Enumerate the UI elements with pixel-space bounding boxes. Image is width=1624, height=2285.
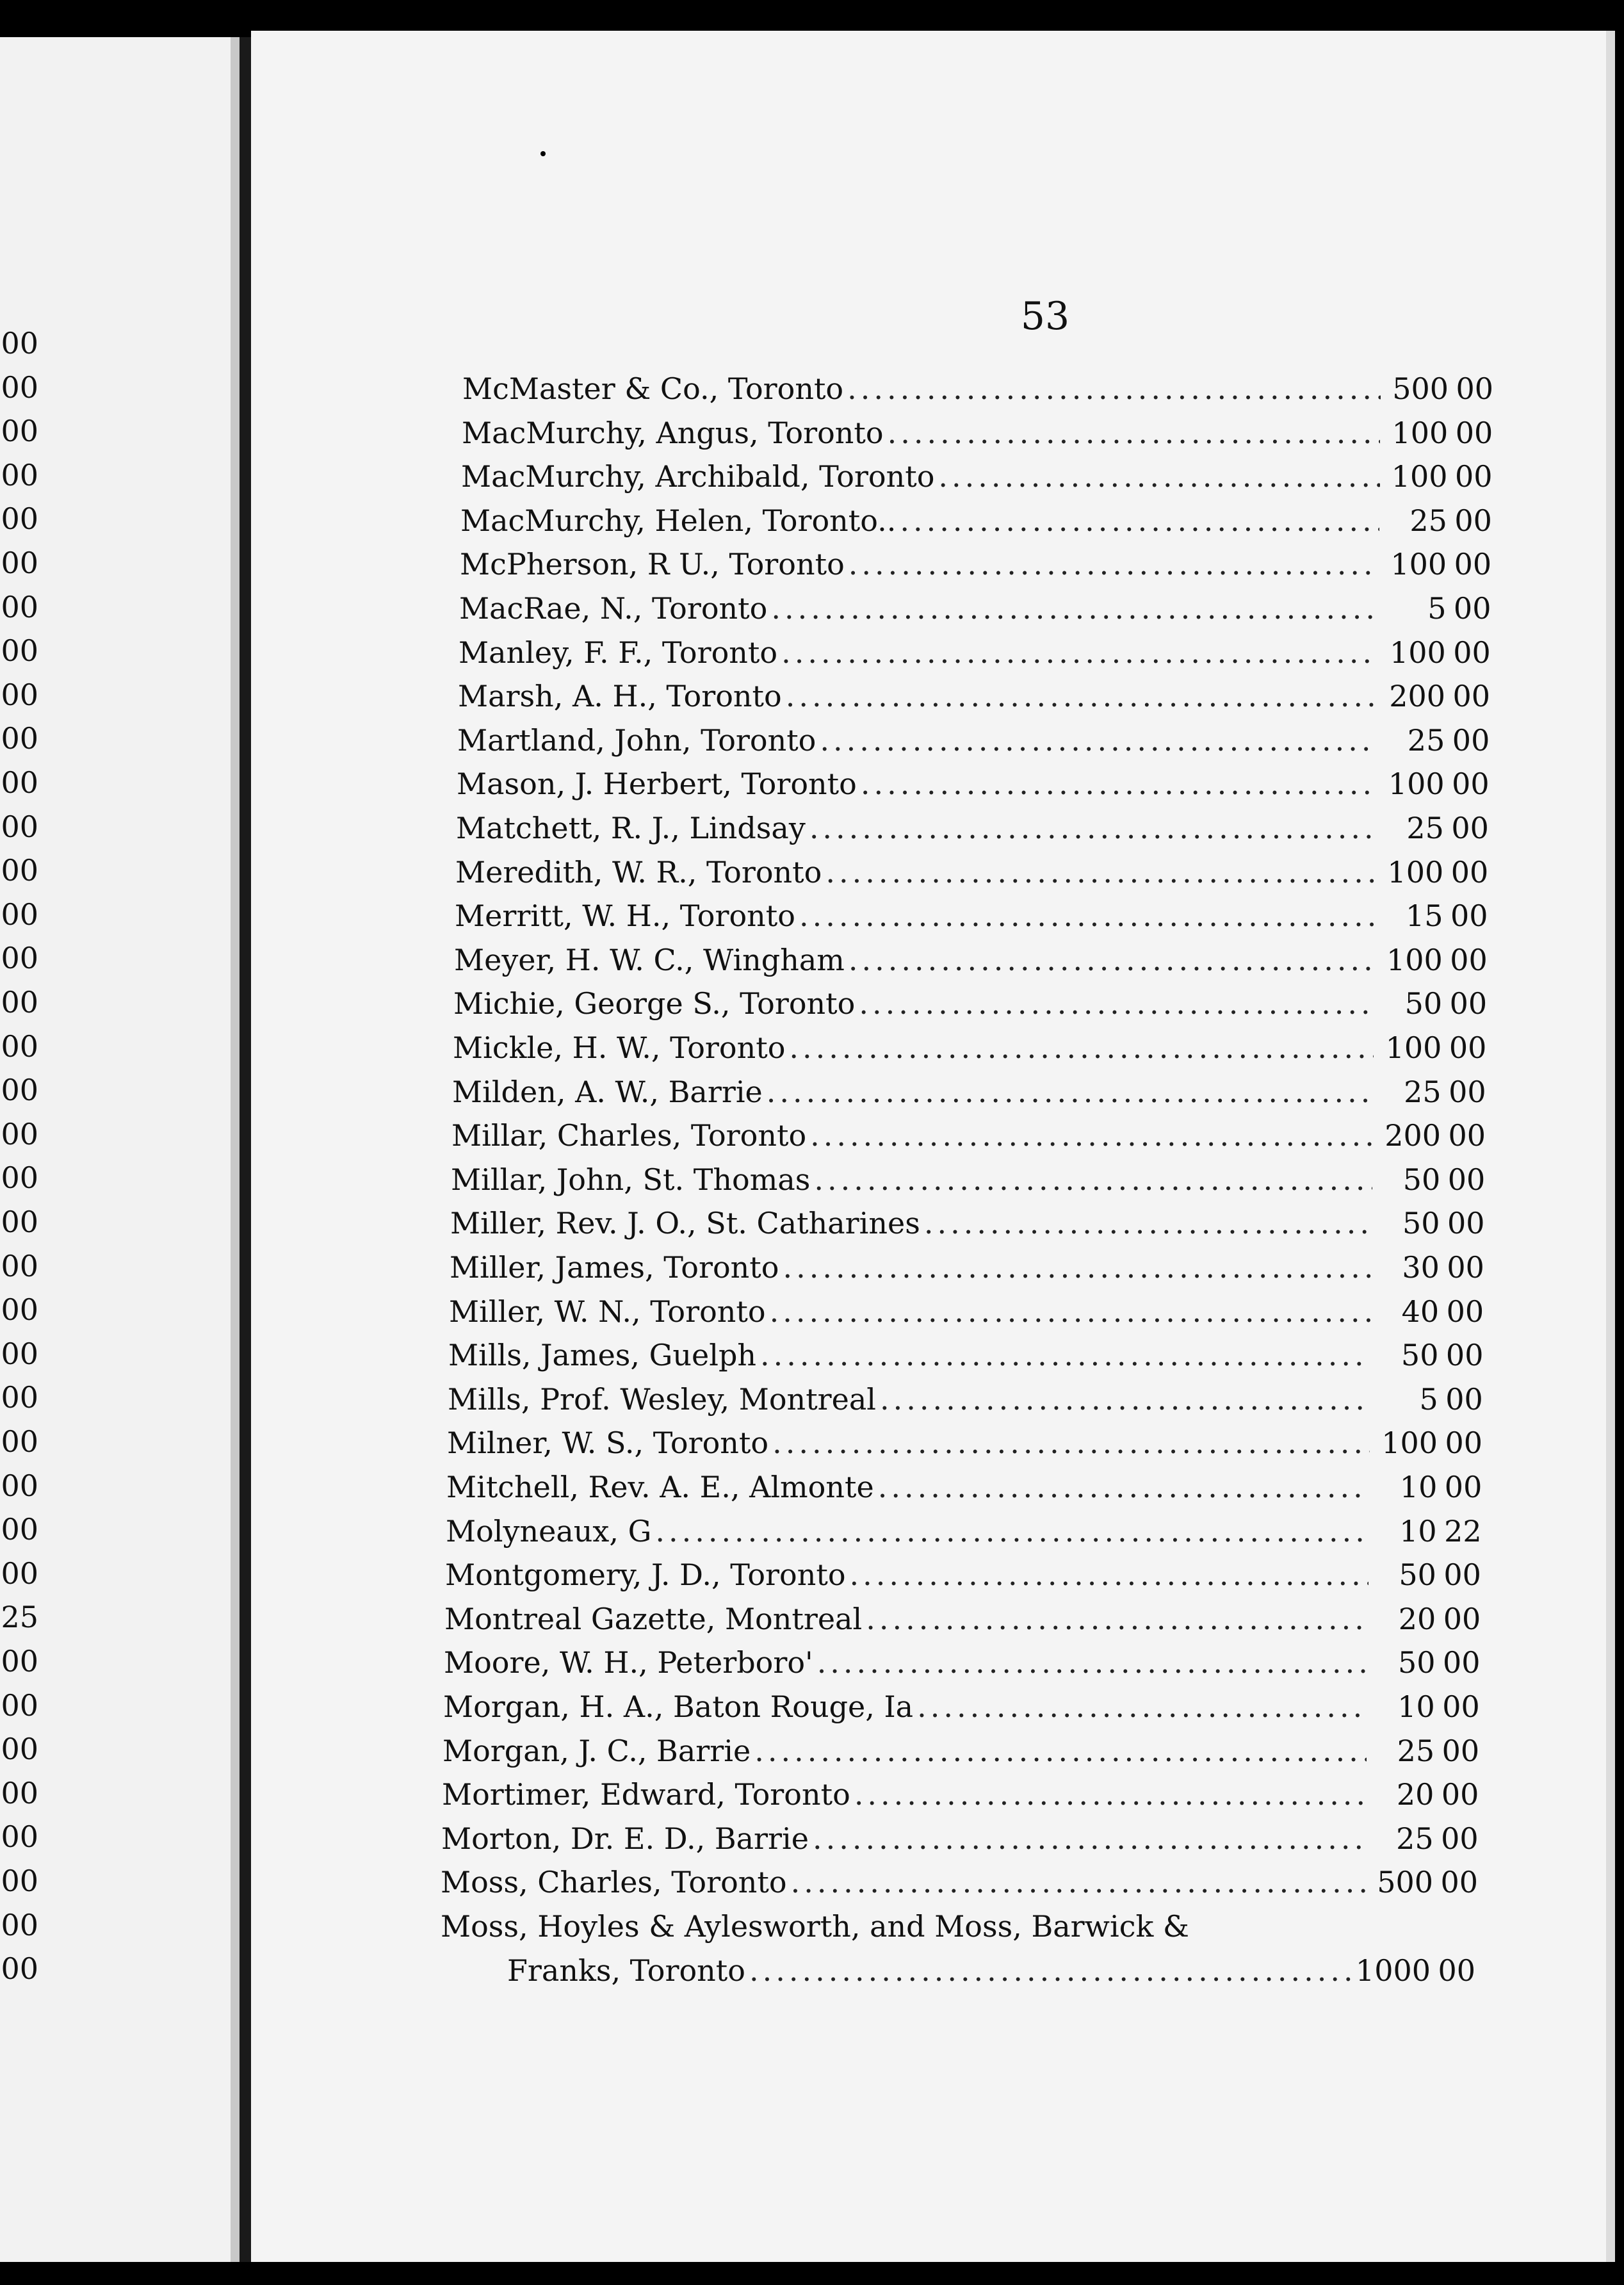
left-amount-cents: 00	[1, 414, 38, 449]
amount-cents: 00	[1445, 1381, 1483, 1417]
subscriber-name: MacMurchy, Archibald, Toronto	[461, 459, 935, 494]
dot-leader	[771, 589, 1378, 628]
amount-cents: 00	[1438, 1953, 1475, 1988]
subscriber-name: Montgomery, J. D., Toronto	[445, 1557, 846, 1593]
subscriber-name: Molyneaux, G	[446, 1513, 652, 1549]
amount-dollars: 100	[1388, 767, 1445, 802]
subscriber-name: Meredith, W. R., Toronto	[455, 854, 822, 890]
subscription-entry-line2	[507, 1951, 1475, 1990]
amount-dollars: 100	[1392, 415, 1449, 450]
subscriber-name: McMaster & Co., Toronto	[462, 371, 844, 406]
left-amount-cents: 00	[1, 765, 38, 800]
subscriber-name: Meyer, H. W. C., Wingham	[454, 942, 845, 977]
subscription-entry	[455, 852, 1488, 892]
dot-leader	[900, 501, 1379, 541]
dot-leader	[786, 676, 1377, 716]
dot-leader	[789, 1028, 1374, 1068]
left-amount-cents: 00	[1, 1556, 38, 1591]
left-amount-cents: 00	[1, 853, 38, 888]
amount-dollars: 100	[1390, 547, 1447, 582]
dot-leader	[754, 1731, 1367, 1771]
left-amount-cents: 00	[1, 1864, 38, 1898]
dot-leader	[847, 369, 1381, 409]
subscriber-name: Mortimer, Edward, Toronto	[442, 1777, 850, 1812]
amount-dollars: 100	[1385, 1030, 1442, 1065]
subscriber-name: Michie, George S., Toronto	[453, 986, 856, 1021]
subscription-entry	[443, 1731, 1479, 1771]
amount-cents: 00	[1452, 679, 1491, 714]
left-amount-cents: 00	[1, 1116, 38, 1151]
subscription-entry	[450, 1203, 1485, 1243]
amount-dollars: 200	[1384, 1118, 1441, 1153]
subscriber-name: Morton, Dr. E. D., Barrie	[441, 1821, 809, 1856]
left-amount-cents: 00	[1, 633, 38, 669]
amount-dollars: 40	[1401, 1294, 1440, 1329]
amount-dollars: 1000	[1355, 1953, 1431, 1988]
subscriber-name: Millar, Charles, Toronto	[451, 1118, 807, 1153]
subscriber-name: Morgan, J. C., Barrie	[443, 1733, 751, 1768]
amount-dollars: 5	[1419, 1381, 1438, 1417]
amount-cents: 00	[1449, 1030, 1487, 1065]
amount-cents: 22	[1444, 1513, 1482, 1549]
dot-leader	[799, 896, 1376, 936]
subscriber-name: Miller, W. N., Toronto	[449, 1294, 766, 1329]
subscriber-name: Mitchell, Rev. A. E., Almonte	[446, 1470, 874, 1504]
amount-cents: 00	[1445, 1426, 1483, 1461]
dot-leader	[938, 457, 1379, 496]
subscriber-name: Moore, W. H., Peterboro'	[444, 1645, 813, 1680]
right-page-edge	[1606, 31, 1615, 2262]
dot-leader	[781, 633, 1378, 672]
subscriber-name: Miller, James, Toronto	[450, 1250, 779, 1285]
subscriber-name: Milner, W. S., Toronto	[447, 1426, 769, 1461]
left-amount-cents: 00	[1, 1512, 38, 1547]
left-amount-cents: 00	[1, 1775, 38, 1810]
amount-cents: 00	[1456, 371, 1493, 406]
left-amount-cents: 00	[1, 941, 38, 976]
amount-cents: 00	[1449, 986, 1488, 1021]
amount-dollars: 100	[1391, 459, 1448, 494]
amount-dollars: 100	[1381, 1426, 1438, 1461]
scan-speck	[540, 151, 546, 156]
subscriber-name: Martland, John, Toronto	[457, 722, 816, 758]
amount-cents: 00	[1453, 591, 1491, 626]
subscription-entry	[462, 369, 1493, 409]
left-amount-cents: 00	[1, 1644, 38, 1679]
subscription-entry	[453, 1028, 1486, 1068]
amount-cents: 00	[1450, 854, 1489, 890]
dot-leader	[820, 720, 1377, 760]
amount-dollars: 500	[1377, 1865, 1433, 1900]
left-amount-cents: 00	[1, 677, 38, 712]
left-page-fold	[231, 37, 240, 2262]
left-amount-cents: 00	[1, 1073, 38, 1108]
amount-cents: 00	[1442, 1689, 1480, 1724]
amount-cents: 00	[1441, 1777, 1479, 1812]
subscription-entry	[458, 676, 1490, 716]
amount-cents: 00	[1452, 767, 1490, 802]
dot-leader	[791, 1862, 1365, 1902]
dot-leader	[772, 1423, 1370, 1463]
dot-leader	[861, 764, 1377, 804]
subscription-entry	[443, 1687, 1480, 1727]
dot-leader	[813, 1819, 1366, 1858]
left-amount-cents: 00	[1, 589, 38, 624]
subscriber-name: Moss, Charles, Toronto	[441, 1865, 787, 1900]
left-amount-cents: 00	[1, 1205, 38, 1239]
amount-cents: 00	[1446, 1294, 1484, 1329]
dot-leader	[917, 1687, 1367, 1727]
subscription-entry	[462, 413, 1493, 453]
dot-leader	[854, 1775, 1367, 1814]
amount-dollars: 15	[1405, 899, 1443, 934]
subscription-entry	[448, 1379, 1483, 1419]
dot-leader	[866, 1599, 1368, 1639]
left-amount-cents: 00	[1, 809, 38, 844]
amount-cents: 00	[1443, 1601, 1481, 1636]
subscriber-name: Marsh, A. H., Toronto	[458, 679, 782, 714]
dot-leader	[859, 984, 1374, 1023]
amount-dollars: 25	[1406, 811, 1444, 845]
amount-dollars: 50	[1402, 1206, 1440, 1241]
left-amount-cents: 25	[1, 1600, 38, 1635]
dot-leader	[760, 1335, 1370, 1375]
dot-leader	[770, 1292, 1372, 1331]
subscriber-name: Mills, James, Guelph	[448, 1338, 757, 1373]
amount-dollars: 30	[1402, 1250, 1440, 1285]
amount-cents: 00	[1455, 415, 1493, 450]
left-amount-cents: 00	[1, 1951, 38, 1987]
amount-cents: 00	[1455, 459, 1493, 494]
amount-cents: 00	[1449, 1074, 1486, 1109]
subscriber-name: MacRae, N., Toronto	[459, 591, 768, 626]
left-amount-cents: 00	[1, 457, 38, 492]
left-amount-cents: 00	[1, 501, 38, 537]
amount-dollars: 25	[1409, 503, 1447, 538]
subscription-entry	[455, 896, 1488, 936]
left-amount-cents: 00	[1, 721, 38, 756]
amount-cents: 00	[1445, 1338, 1484, 1373]
amount-cents: 00	[1442, 1645, 1481, 1680]
subscription-entry	[447, 1423, 1482, 1463]
subscription-entry	[460, 544, 1491, 584]
subscription-entry	[441, 1862, 1478, 1902]
amount-cents: 00	[1454, 503, 1492, 538]
left-amount-cents: 00	[1, 985, 38, 1020]
dot-leader	[825, 852, 1376, 892]
amount-dollars: 50	[1399, 1557, 1436, 1593]
subscription-entry	[449, 1292, 1484, 1331]
subscription-entry	[445, 1555, 1481, 1595]
scan-speck	[679, 3, 688, 12]
subscription-entry	[457, 764, 1490, 804]
amount-dollars: 5	[1427, 591, 1447, 626]
amount-dollars: 50	[1397, 1645, 1436, 1680]
subscriber-name: Matchett, R. J., Lindsay	[456, 811, 806, 845]
right-page	[251, 31, 1615, 2262]
subscriber-name: Mason, J. Herbert, Toronto	[457, 767, 857, 802]
subscription-entry	[450, 1248, 1484, 1287]
amount-dollars: 10	[1399, 1513, 1437, 1549]
amount-dollars: 200	[1389, 679, 1446, 714]
subscription-entry	[444, 1599, 1481, 1639]
left-amount-cents: 00	[1, 370, 38, 405]
amount-dollars: 20	[1398, 1601, 1436, 1636]
amount-cents: 00	[1440, 1865, 1478, 1900]
subscription-entry	[444, 1643, 1481, 1682]
subscription-entry	[461, 457, 1493, 496]
left-amount-cents: 00	[1, 1424, 38, 1459]
amount-cents: 00	[1451, 811, 1489, 845]
subscription-entry	[457, 720, 1490, 760]
subscriber-name: Miller, Rev. J. O., St. Catharines	[450, 1206, 920, 1241]
amount-cents: 00	[1444, 1470, 1482, 1504]
dot-leader	[849, 544, 1379, 584]
dot-leader	[655, 1511, 1368, 1551]
left-amount-cents: 00	[1, 1292, 38, 1328]
dot-leader	[817, 1643, 1368, 1682]
dot-leader	[814, 1160, 1372, 1199]
subscriber-name: Mickle, H. W., Toronto	[453, 1030, 786, 1065]
left-amount-cents: 00	[1, 546, 38, 580]
subscription-entry	[448, 1335, 1483, 1375]
subscriber-name: Manley, F. F., Toronto	[459, 635, 778, 670]
subscriber-name: MacMurchy, Helen, Toronto..	[460, 503, 897, 538]
left-page	[0, 37, 240, 2262]
amount-cents: 00	[1453, 635, 1491, 670]
left-amount-cents: 00	[1, 1907, 38, 1942]
subscription-entry	[441, 1819, 1479, 1858]
amount-dollars: 25	[1404, 1074, 1441, 1109]
amount-cents: 00	[1452, 722, 1490, 758]
amount-dollars: 50	[1404, 986, 1443, 1021]
amount-cents: 00	[1447, 1162, 1486, 1197]
dot-leader	[849, 940, 1375, 980]
amount-cents: 00	[1443, 1557, 1481, 1593]
left-amount-cents: 00	[1, 1468, 38, 1503]
amount-dollars: 25	[1397, 1733, 1435, 1768]
subscriber-name: MacMurchy, Angus, Toronto	[462, 415, 884, 450]
subscription-entry	[451, 1160, 1485, 1199]
subscription-entry	[451, 1116, 1486, 1155]
left-amount-cents: 00	[1, 1029, 38, 1064]
amount-dollars: 25	[1396, 1821, 1434, 1856]
left-amount-cents: 00	[1, 1160, 38, 1196]
amount-cents: 00	[1454, 547, 1492, 582]
amount-dollars: 50	[1402, 1162, 1441, 1197]
subscriber-name: Franks, Toronto	[507, 1953, 745, 1988]
subscription-entry	[456, 808, 1489, 848]
dot-leader	[783, 1248, 1372, 1287]
left-amount-cents: 00	[1, 1248, 38, 1283]
left-amount-cents: 00	[1, 897, 38, 932]
amount-cents: 00	[1450, 899, 1488, 934]
amount-cents: 00	[1441, 1821, 1479, 1856]
amount-dollars: 50	[1401, 1338, 1439, 1373]
left-amount-cents: 00	[1, 1687, 38, 1723]
amount-dollars: 100	[1389, 635, 1446, 670]
subscriber-name: Montreal Gazette, Montreal	[444, 1601, 863, 1636]
dot-leader	[888, 413, 1381, 453]
dot-leader	[767, 1072, 1374, 1112]
amount-dollars: 10	[1399, 1470, 1438, 1504]
subscription-entry	[446, 1467, 1482, 1507]
subscriber-name: Milden, A. W., Barrie	[452, 1074, 763, 1109]
subscription-entry	[446, 1511, 1482, 1551]
amount-dollars: 500	[1392, 371, 1449, 406]
left-amount-cents: 00	[1, 1732, 38, 1767]
page-number: 53	[1020, 294, 1070, 339]
amount-cents: 00	[1441, 1733, 1480, 1768]
left-amount-cents: 00	[1, 1336, 38, 1371]
left-amount-cents: 00	[1, 1380, 38, 1415]
dot-leader	[749, 1951, 1352, 1990]
amount-dollars: 20	[1396, 1777, 1434, 1812]
amount-dollars: 100	[1386, 942, 1443, 977]
amount-cents: 00	[1448, 1118, 1486, 1153]
subscriber-name: Morgan, H. A., Baton Rouge, Ia	[443, 1689, 914, 1724]
subscription-entry	[453, 984, 1487, 1023]
amount-cents: 00	[1447, 1206, 1485, 1241]
subscription-entry	[459, 633, 1491, 672]
subscription-entry	[442, 1775, 1479, 1814]
dot-leader	[924, 1203, 1372, 1243]
subscriber-name: Merritt, W. H., Toronto	[455, 899, 795, 934]
subscriber-name: Millar, John, St. Thomas	[451, 1162, 811, 1197]
subscription-entry	[459, 589, 1491, 628]
amount-cents: 00	[1447, 1250, 1484, 1285]
amount-cents: 00	[1450, 942, 1488, 977]
dot-leader	[850, 1555, 1368, 1595]
dot-leader	[810, 1116, 1373, 1155]
left-amount-cents: 00	[1, 1819, 38, 1855]
subscriber-name: Mills, Prof. Wesley, Montreal	[448, 1381, 877, 1417]
dot-leader	[880, 1379, 1370, 1419]
amount-dollars: 100	[1387, 854, 1444, 890]
subscription-entry-line1: Moss, Hoyles & Aylesworth, and Moss, Barwick &	[441, 1909, 1189, 1944]
subscription-entry	[454, 940, 1488, 980]
book-gutter	[240, 37, 251, 2262]
amount-dollars: 25	[1407, 722, 1445, 758]
dot-leader	[878, 1467, 1370, 1507]
scan-speck	[856, 1, 862, 13]
subscriber-name: McPherson, R U., Toronto	[460, 547, 845, 582]
left-amount-cents: 00	[1, 326, 38, 361]
subscription-entry	[452, 1072, 1486, 1112]
subscription-entry	[460, 501, 1492, 541]
amount-dollars: 10	[1397, 1689, 1435, 1724]
dot-leader	[809, 808, 1376, 848]
